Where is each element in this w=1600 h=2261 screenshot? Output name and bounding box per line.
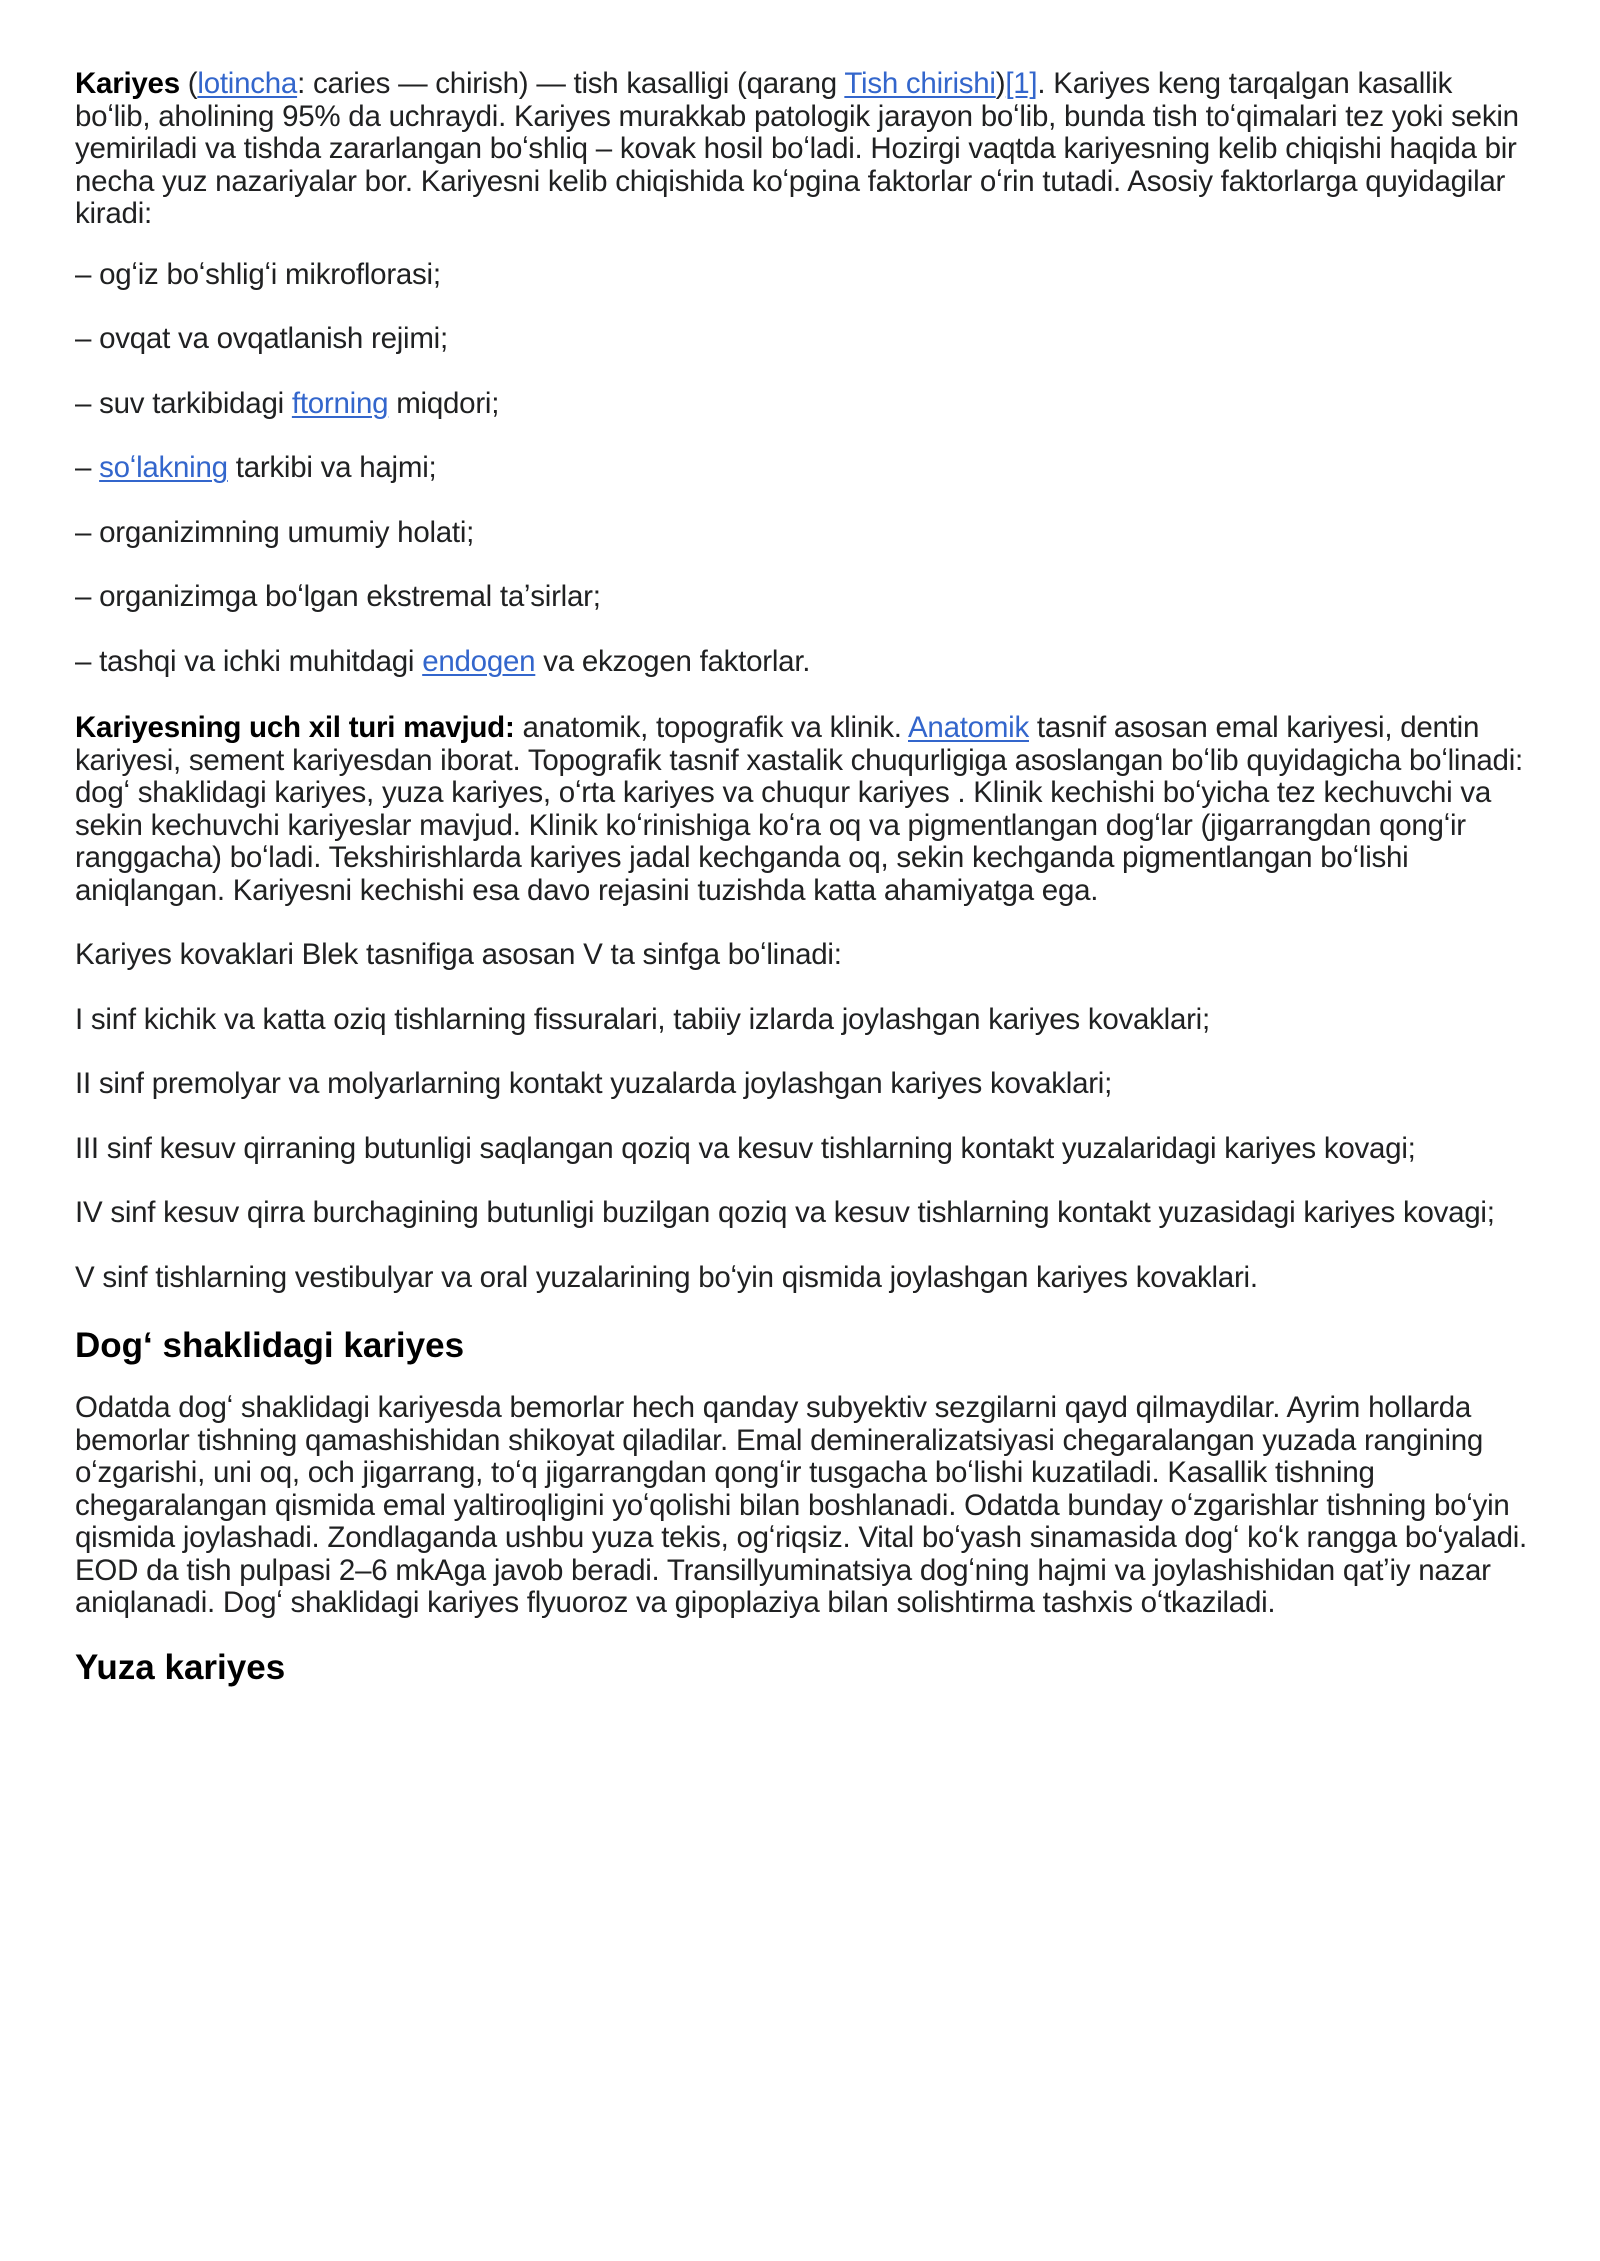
section-heading-dog: Dogʻ shaklidagi kariyes — [75, 1326, 465, 1365]
anatomik-link[interactable]: Anatomik — [908, 711, 1029, 744]
factors-list — [75, 259, 1535, 679]
list-item: – organizimning umumiy holati; — [75, 515, 475, 549]
list-item: – suv tarkibidagi ftorning miqdori; — [75, 386, 500, 420]
article-term: Kariyes — [75, 67, 180, 100]
section-text-dog: Odatda dogʻ shaklidagi kariyesda bemorlar hech qanday subyektiv sezgilarni qayd qilmaydilar. Ayrim hollarda bemorlar tishning qamashishidan shikoyat qiladilar. Emal demineralizatsiyasi chegaralangan yuzada rangining oʻzgarishi, uni oq, och jigarrang, toʻq jigarrangdan qongʻir tusgacha boʻlishi kuzatiladi. Kasallik tishning chegaralangan qismida emal yaltiroqligini yoʻqolishi bilan boshlanadi. Odatda bunday oʻzgarishlar tishning boʻyin qismida joylashadi. Zondlaganda ushbu yuza tekis, ogʻriqsiz. Vital boʻyash sinamasida dogʻ koʻk rangga boʻyaladi. EOD da tish pulpasi 2–6 mkAga javob beradi. Transillyuminatsiya dogʻning hajmi va joylashishidan qatʼiy nazar aniqlanadi. Dogʻ shaklidagi kariyes flyuoroz va gipoplaziya bilan solishtirma tashxis oʻtkaziladi. — [75, 1391, 1527, 1619]
article-content — [75, 68, 1535, 1688]
blek-class-1: I sinf kichik va katta oziq tishlarning fissuralari, tabiiy izlarda joylashgan kariyes kovaklari; — [75, 1002, 1210, 1036]
list-item: – ogʻiz boʻshligʻi mikroflorasi; — [75, 257, 441, 291]
latin-link[interactable]: lotincha — [197, 67, 298, 100]
blek-class-4: IV sinf kesuv qirra burchagining butunligi buzilgan qoziq va kesuv tishlarning kontakt yuzasidagi kariyes kovagi; — [75, 1196, 1495, 1229]
list-item: – organizimga boʻlgan ekstremal taʼsirlar; — [75, 580, 601, 613]
types-paragraph: Kariyesning uch xil turi mavjud: anatomik, topografik va klinik. Anatomik tasnif asosan emal kariyesi, dentin kariyesi, sement kariyesdan iborat. Topografik tasnif xastalik chuqurligiga asoslangan boʻlib quyidagicha boʻlinadi: dogʻ shaklidagi kariyes, yuza kariyes, oʻrta kariyes va chuqur kariyes . Klinik kechishi boʻyicha tez kechuvchi va sekin kechuvchi kariyeslar mavjud. Klinik koʻrinishiga koʻra oq va pigmentlangan dogʻlar (jigarrangdan qongʻir ranggacha) boʻladi. Tekshirishlarda kariyes jadal kechganda oq, sekin kechganda pigmentlangan boʻlishi aniqlangan. Kariyesni kechishi esa davo rejasini tuzishda katta ahamiyatga ega. — [75, 711, 1523, 907]
ftorning-link[interactable]: ftorning — [291, 386, 389, 420]
types-bold-lead: Kariyesning uch xil turi mavjud: — [75, 711, 515, 744]
reference-link[interactable]: [1] — [1005, 67, 1038, 100]
section-heading-yuza: Yuza kariyes — [75, 1647, 286, 1687]
tish-chirishi-link[interactable]: Tish chirishi — [844, 67, 996, 100]
blek-class-3: III sinf kesuv qirraning butunligi saqlangan qoziq va kesuv tishlarning kontakt yuzalaridagi kariyes kovagi; — [75, 1131, 1416, 1165]
solakning-link[interactable]: soʻlakning — [99, 451, 228, 484]
blek-class-2: II sinf premolyar va molyarlarning kontakt yuzalarda joylashgan kariyes kovaklari; — [75, 1067, 1113, 1100]
blek-intro: Kariyes kovaklari Blek tasnifiga asosan V ta sinfga boʻlinadi: — [75, 938, 842, 971]
intro-paragraph: Kariyes (lotincha: caries — chirish) — tish kasalligi (qarang Tish chirishi)[1]. Kariyes keng tarqalgan kasallik boʻlib, aholining 95% da uchraydi. Kariyes murakkab patologik jarayon boʻlib, bunda tish toʻqimalari tez yoki sekin yemiriladi va tishda zararlangan boʻshliq – kovak hosil boʻladi. Hozirgi vaqtda kariyesning kelib chiqishi haqida bir necha yuz nazariyalar bor. Kariyesni kelib chiqishida koʻpgina faktorlar oʻrin tutadi. Asosiy faktorlarga quyidagilar kiradi: — [75, 67, 1519, 230]
blek-class-5: V sinf tishlarning vestibulyar va oral yuzalarining boʻyin qismida joylashgan kariyes kovaklari. — [75, 1260, 1258, 1294]
endogen-link[interactable]: endogen — [422, 644, 536, 678]
list-item: – soʻlakning tarkibi va hajmi; — [75, 451, 437, 484]
list-item: – tashqi va ichki muhitdagi endogen va ekzogen faktorlar. — [75, 644, 811, 678]
list-item: – ovqat va ovqatlanish rejimi; — [75, 322, 448, 355]
